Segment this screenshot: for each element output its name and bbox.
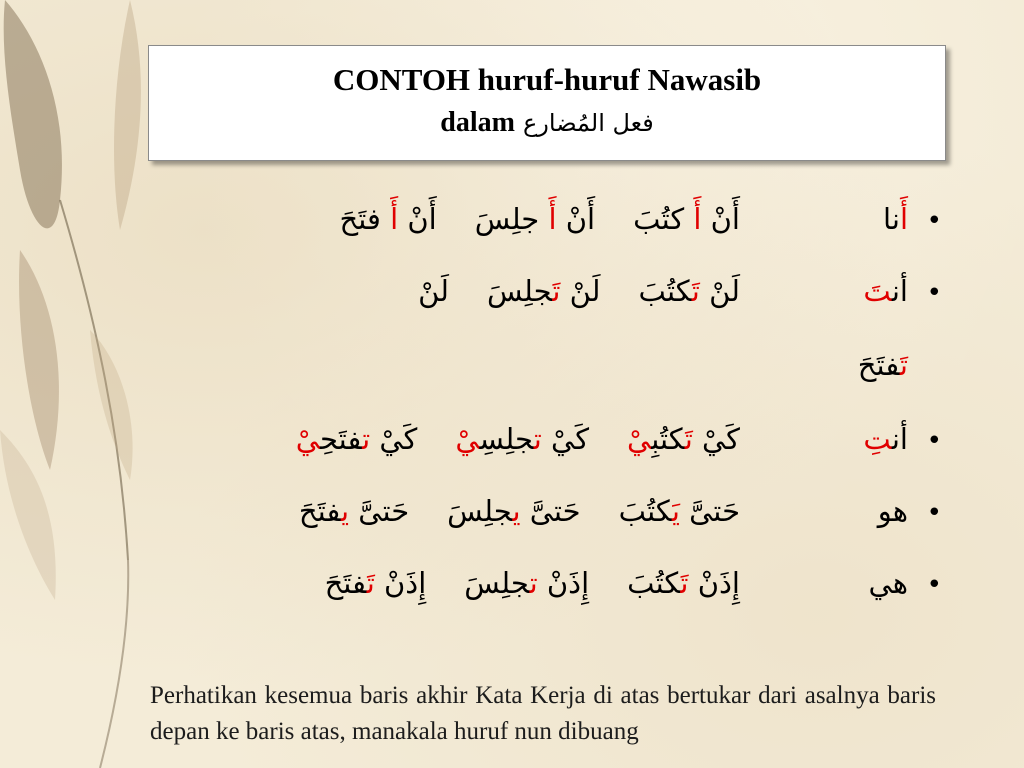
- highlight-letter: تَ: [552, 274, 561, 308]
- verb-phrase: [487, 274, 601, 308]
- title-box: [148, 45, 946, 161]
- verb-phrase: [627, 566, 740, 600]
- verb-group: [418, 274, 740, 308]
- verb-phrase: [627, 422, 740, 456]
- arabic-text: إِذَنْ: [688, 566, 740, 600]
- highlight-letter: ي: [512, 494, 521, 528]
- verb-phrase: [447, 494, 580, 528]
- highlight-letter: تَ: [680, 566, 689, 600]
- arabic-text: فتَحِ: [319, 422, 363, 456]
- arabic-text: إِذَنْ: [537, 566, 590, 600]
- verb-phrase: [340, 202, 437, 236]
- bullet: •: [926, 570, 942, 600]
- arabic-text: فتَحَ: [857, 348, 900, 382]
- verb-phrase: [639, 274, 740, 308]
- verb-group: [299, 494, 740, 528]
- arabic-text: كتُبِ: [651, 422, 685, 456]
- verb-group: [296, 422, 740, 456]
- arabic-text: حَتىَّ: [520, 494, 581, 528]
- arabic-text: جلِسَ: [464, 566, 530, 600]
- highlight-letter: تَ: [863, 274, 892, 308]
- arabic-text: كَيْ: [370, 422, 418, 456]
- arabic-text: فتَحَ: [298, 494, 341, 528]
- arabic-text: هي: [868, 566, 908, 600]
- verb-phrase: [464, 566, 589, 600]
- verb-phrase: [633, 202, 740, 236]
- arabic-text: حَتىَّ: [679, 494, 740, 528]
- highlight-letter: أَ: [548, 202, 557, 236]
- arabic-text: حَتىَّ: [349, 494, 410, 528]
- highlight-letter: يْ: [295, 422, 320, 456]
- arabic-text: أن: [891, 422, 908, 456]
- example-row: [150, 268, 950, 416]
- pronoun: [863, 422, 908, 456]
- pronoun: [863, 274, 908, 308]
- arabic-text: جلِسَ: [474, 202, 549, 236]
- arabic-text: جلِسَ: [487, 274, 553, 308]
- highlight-letter: تِ: [863, 422, 892, 456]
- verb-phrase: [475, 202, 595, 236]
- slide-title: CONTOH huruf-huruf Nawasib: [332, 62, 762, 97]
- example-row: [150, 416, 950, 488]
- verb-group: [340, 202, 740, 236]
- highlight-letter: تَ: [899, 348, 908, 382]
- arabic-text: أَنْ: [398, 202, 437, 236]
- arabic-text: كتُبَ: [618, 494, 672, 528]
- verb-phrase: [296, 422, 418, 456]
- arabic-text: أَنْ: [556, 202, 596, 236]
- verb-phrase: [418, 274, 449, 308]
- arabic-text: أن: [891, 274, 908, 308]
- arabic-text: كَيْ: [692, 422, 740, 456]
- verb-phrase: [299, 494, 409, 528]
- bullet: •: [926, 278, 942, 308]
- arabic-text: إِذَنْ: [374, 566, 427, 600]
- highlight-letter: يَ: [671, 494, 680, 528]
- arabic-text: نا: [883, 202, 900, 236]
- example-row: [150, 560, 950, 632]
- verb-group: [325, 566, 740, 600]
- highlight-letter: ت: [533, 422, 542, 456]
- highlight-letter: يْ: [455, 422, 480, 456]
- arabic-text: فتَحَ: [339, 202, 391, 236]
- arabic-text: كتُبَ: [627, 566, 681, 600]
- highlight-letter: أَ: [899, 202, 908, 236]
- pronoun: [878, 494, 908, 528]
- verb-phrase: [325, 566, 427, 600]
- highlight-letter: ت: [362, 422, 371, 456]
- arabic-text: جلِسِ: [479, 422, 534, 456]
- highlight-letter: تَ: [684, 422, 693, 456]
- highlight-letter: تَ: [366, 566, 375, 600]
- bullet: •: [926, 206, 942, 236]
- arabic-text: لَنْ: [699, 274, 740, 308]
- pronoun: [883, 202, 908, 236]
- highlight-letter: ي: [340, 494, 350, 528]
- verb-phrase: [455, 422, 589, 456]
- arabic-text: هو: [877, 494, 908, 528]
- highlight-letter: أَ: [693, 202, 702, 236]
- arabic-text: لَنْ: [560, 274, 601, 308]
- highlight-letter: تَ: [691, 274, 700, 308]
- subtitle-latin: dalam: [440, 107, 515, 138]
- explanation-note: Perhatikan kesemua baris akhir Kata Kerja di atas bertukar dari asalnya baris depan ke baris atas, manakala huruf nun dibuang: [150, 682, 936, 745]
- pronoun: [869, 566, 908, 600]
- subtitle-arabic: فعل المُضارع: [522, 109, 654, 137]
- example-row: [150, 488, 950, 560]
- arabic-text: أَنْ: [701, 202, 740, 236]
- highlight-letter: ت: [529, 566, 538, 600]
- arabic-text: لَنْ: [418, 274, 450, 308]
- highlight-letter: أَ: [390, 202, 399, 236]
- arabic-text: فتَحَ: [324, 566, 367, 600]
- verb-phrase: [619, 494, 740, 528]
- example-row: [150, 196, 950, 268]
- arabic-text: جلِسَ: [447, 494, 513, 528]
- example-list: [150, 196, 950, 632]
- arabic-text: كتُبَ: [638, 274, 692, 308]
- highlight-letter: يْ: [627, 422, 652, 456]
- arabic-text: كَيْ: [541, 422, 590, 456]
- arabic-text: كتُبَ: [633, 202, 694, 236]
- bullet: •: [926, 426, 942, 456]
- verb-phrase-wrapped: [858, 348, 908, 382]
- bullet: •: [926, 498, 942, 528]
- slide-subtitle: [149, 106, 945, 140]
